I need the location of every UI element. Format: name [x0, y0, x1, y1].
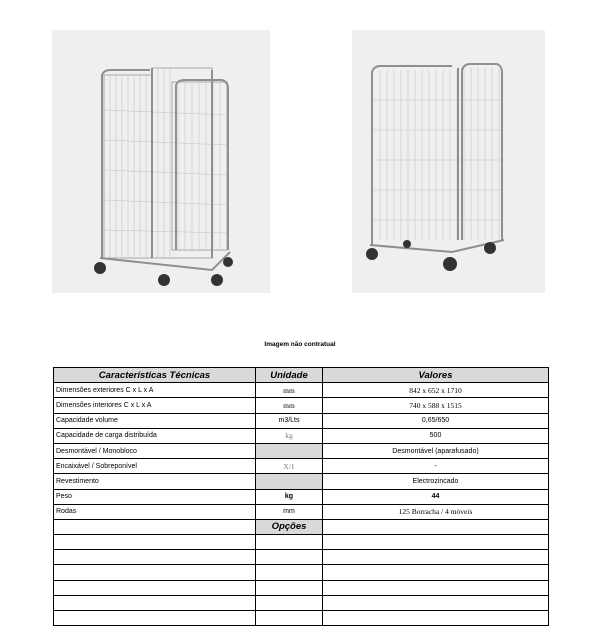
row-unit: kg: [256, 428, 323, 443]
header-characteristics: Características Técnicas: [54, 368, 256, 383]
row-label: Dimensões exteriores C x L x A: [54, 383, 256, 398]
cage-trolley-front-image: [352, 30, 545, 293]
options-blank-cell: [323, 519, 549, 534]
table-row: [54, 428, 549, 443]
table-row: [54, 474, 549, 489]
row-unit: mm: [256, 398, 323, 413]
row-value: 500: [323, 428, 549, 443]
row-label: Revestimento: [54, 474, 256, 489]
row-value: 0,65/650: [323, 413, 549, 428]
options-row: [54, 535, 549, 550]
product-photo-right: [352, 30, 545, 293]
row-label: Encaixável / Sobreponível: [54, 459, 256, 474]
row-label: Desmontável / Monobloco: [54, 443, 256, 458]
options-header-row: [54, 519, 549, 534]
row-unit: m3/Lts: [256, 413, 323, 428]
options-row: [54, 565, 549, 580]
options-blank-cell: [54, 519, 256, 534]
header-values: Valores: [323, 368, 549, 383]
table-row: [54, 383, 549, 398]
table-row: [54, 489, 549, 504]
row-value: Electrozincado: [323, 474, 549, 489]
row-unit: kg: [256, 489, 323, 504]
header-unit: Unidade: [256, 368, 323, 383]
options-header: Opções: [256, 519, 323, 534]
row-value: 125 Borracha / 4 móveis: [323, 504, 549, 519]
spec-table: [53, 367, 549, 626]
table-row: [54, 504, 549, 519]
row-value: -: [323, 459, 549, 474]
row-unit: [256, 443, 323, 458]
row-label: Capacidade volume: [54, 413, 256, 428]
table-row: [54, 398, 549, 413]
row-label: Capacidade de carga distribuída: [54, 428, 256, 443]
row-label: Rodas: [54, 504, 256, 519]
row-label: Dimensões interiores C x L x A: [54, 398, 256, 413]
row-unit: mm: [256, 504, 323, 519]
row-value: 740 x 588 x 1515: [323, 398, 549, 413]
product-photo-left: [52, 30, 270, 293]
table-row: [54, 413, 549, 428]
row-label: Peso: [54, 489, 256, 504]
row-unit: [256, 474, 323, 489]
row-value: 842 x 652 x 1710: [323, 383, 549, 398]
table-header-row: [54, 368, 549, 383]
row-value: 44: [323, 489, 549, 504]
options-row: [54, 580, 549, 595]
options-row: [54, 611, 549, 626]
row-unit: mm: [256, 383, 323, 398]
table-row: [54, 459, 549, 474]
options-row: [54, 595, 549, 610]
table-row: [54, 443, 549, 458]
options-row: [54, 550, 549, 565]
image-caption: Imagem não contratual: [264, 341, 336, 348]
cage-trolley-image: [52, 30, 270, 293]
row-unit: X/1: [256, 459, 323, 474]
row-value: Desmontável (aparafusado): [323, 443, 549, 458]
